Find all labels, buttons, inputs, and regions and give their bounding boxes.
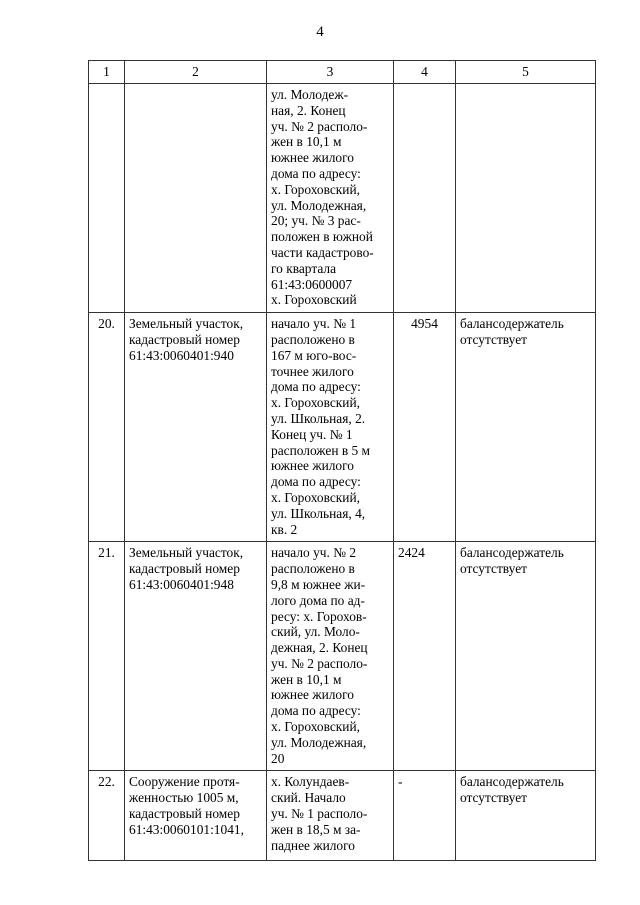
location-line: кв. 2	[271, 521, 298, 537]
location-line: ул. Школьная, 4,	[271, 505, 366, 521]
location-line: х. Колундаев-	[271, 774, 350, 790]
header-col-2: 2	[125, 61, 267, 84]
location-line: дома по адресу:	[271, 165, 361, 181]
location-line: дома по адресу:	[271, 474, 361, 490]
header-col-4: 4	[394, 61, 456, 84]
balance-holder: балансодержатель отсутствует	[456, 313, 596, 542]
location-line: х. Гороховский	[271, 292, 357, 308]
object-name-line: кадастровый номер	[129, 331, 240, 347]
location-line: точнее жилого	[271, 363, 354, 379]
object-name-line: Земельный участок,	[129, 545, 244, 561]
location-line: ная, 2. Конец	[271, 102, 346, 118]
object-location	[267, 84, 394, 313]
balance-holder: балансодержатель отсутствует	[456, 542, 596, 771]
location-line: ул. Школьная, 2.	[271, 410, 366, 426]
object-name	[125, 542, 267, 771]
location-line: 61:43:0600007	[271, 276, 353, 292]
header-row	[89, 61, 596, 84]
location-line: части кадастрово-	[271, 244, 374, 260]
location-line: х. Гороховский,	[271, 489, 360, 505]
property-table	[88, 60, 596, 861]
location-line: ул. Молодеж-	[271, 87, 349, 102]
object-name-line: женностью 1005 м,	[129, 790, 239, 806]
table-row	[89, 84, 596, 313]
location-line: 167 м юго-вос-	[271, 347, 357, 363]
location-line: расположено в	[271, 561, 355, 577]
balance-holder: балансодержатель отсутствует	[456, 771, 596, 861]
location-line: южнее жилого	[271, 687, 354, 703]
location-line: 20; уч. № 3 рас-	[271, 213, 361, 229]
location-line: жен в 10,1 м	[271, 671, 342, 687]
location-line: дома по адресу:	[271, 703, 361, 719]
location-line: 20	[271, 750, 285, 766]
header-col-3: 3	[267, 61, 394, 84]
row-number: 22.	[89, 771, 125, 861]
object-location	[267, 542, 394, 771]
object-name-line: Сооружение протя-	[129, 774, 240, 790]
location-line: уч. № 2 располо-	[271, 655, 368, 671]
location-line: х. Гороховский,	[271, 181, 360, 197]
location-line: расположен в 5 м	[271, 442, 371, 458]
location-line: х. Гороховский,	[271, 719, 360, 735]
location-line: южнее жилого	[271, 150, 354, 166]
location-line: уч. № 2 располо-	[271, 118, 368, 134]
location-line: Конец уч. № 1	[271, 426, 353, 442]
location-line: дома по адресу:	[271, 379, 361, 395]
header-col-5: 5	[456, 61, 596, 84]
table-row	[89, 771, 596, 861]
location-line: дежная, 2. Конец	[271, 640, 368, 656]
object-name-line: кадастровый номер	[129, 806, 240, 822]
object-name-line: Земельный участок,	[129, 316, 244, 332]
location-line: ский. Начало	[271, 790, 346, 806]
table-row	[89, 542, 596, 771]
row-number	[89, 84, 125, 313]
location-line: начало уч. № 2	[271, 545, 357, 561]
page-number: 4	[316, 24, 324, 40]
row-number: 21.	[89, 542, 125, 771]
object-name-line: кадастровый номер	[129, 561, 240, 577]
object-name	[125, 771, 267, 861]
location-line: положен в южной	[271, 229, 373, 245]
object-name	[125, 84, 267, 313]
location-line: южнее жилого	[271, 458, 354, 474]
object-name-line: 61:43:0060401:940	[129, 347, 234, 363]
object-length: 4954	[394, 313, 456, 542]
location-line: лого дома по ад-	[271, 592, 365, 608]
object-name-line: 61:43:0060101:1041,	[129, 821, 244, 837]
balance-holder	[456, 84, 596, 313]
location-line: х. Гороховский,	[271, 395, 360, 411]
location-line: ул. Молодежная,	[271, 197, 367, 213]
location-line: уч. № 1 располо-	[271, 806, 368, 822]
location-line: 9,8 м южнее жи-	[271, 576, 366, 592]
object-name-line: 61:43:0060401:948	[129, 576, 234, 592]
location-line: жен в 18,5 м за-	[271, 821, 361, 837]
object-location	[267, 771, 394, 861]
location-line: жен в 10,1 м	[271, 134, 342, 150]
location-line: расположено в	[271, 331, 355, 347]
location-line: го квартала	[271, 260, 337, 276]
object-length: -	[394, 771, 456, 861]
object-name	[125, 313, 267, 542]
location-line: начало уч. № 1	[271, 316, 357, 332]
location-line: ресу: х. Горохов-	[271, 608, 367, 624]
location-line: паднее жилого	[271, 837, 355, 853]
location-line: ул. Молодежная,	[271, 734, 367, 750]
location-line: ский, ул. Моло-	[271, 624, 360, 640]
object-length	[394, 84, 456, 313]
object-location	[267, 313, 394, 542]
table-row	[89, 313, 596, 542]
object-length: 2424	[394, 542, 456, 771]
row-number: 20.	[89, 313, 125, 542]
header-col-1: 1	[89, 61, 125, 84]
